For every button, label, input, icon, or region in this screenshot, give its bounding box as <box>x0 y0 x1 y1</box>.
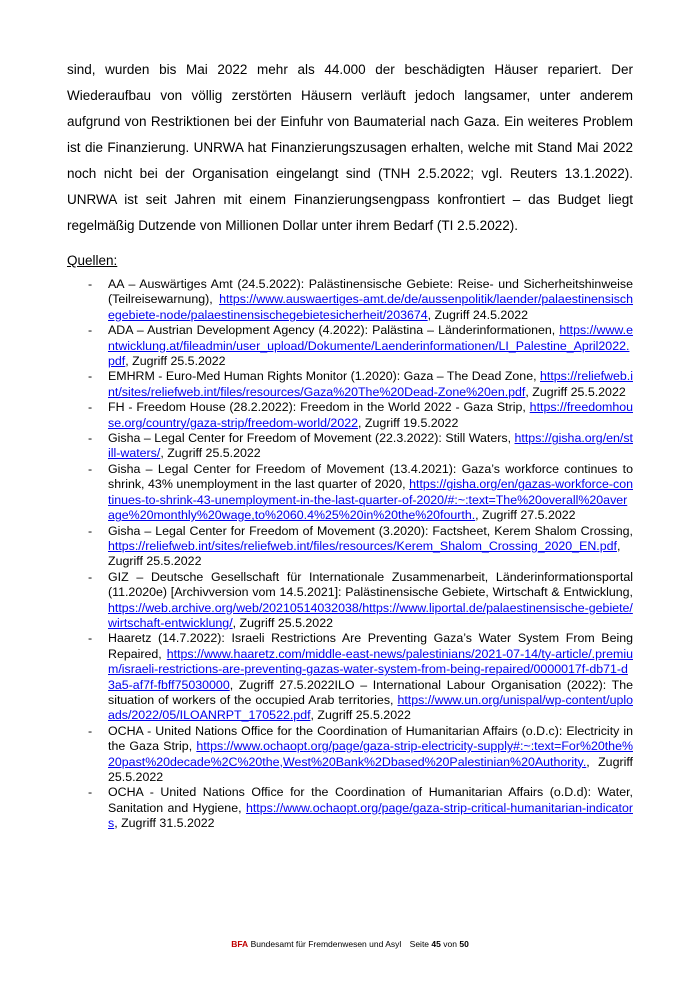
source-text: Gisha – Legal Center for Freedom of Movement (22.3.2022): Still Waters, <box>108 431 515 446</box>
source-link[interactable]: https://web.archive.org/web/20210514032038/https://www.liportal.de/palaestinensische-gebiete/wirtschaft-entwicklung/ <box>108 600 633 630</box>
source-text: , Zugriff 25.5.2022 <box>525 384 626 399</box>
body-paragraph: sind, wurden bis Mai 2022 mehr als 44.000 der beschädigten Häuser repariert. Der Wiederaufbau von völlig zerstörten Häusern verläuft jedoch langsamer, unter anderem aufgrund von Restriktionen bei der Einfuhr von Baumaterial nach Gaza. Ein weiteres Problem ist die Finanzierung. UNRWA hat Finanzierungszusagen erhalten, welche mit Stand Mai 2022 noch nicht bei der Organisation eingelangt sind (TNH 2.5.2022; vgl. Reuters 13.1.2022). UNRWA ist seit Jahren mit einem Finanzierungsengpass konfrontiert – das Budget liegt regelmäßig Dutzende von Millionen Dollar unter ihrem Bedarf (TI 2.5.2022). <box>67 62 633 233</box>
footer-page-number: 45 <box>431 939 441 949</box>
source-item <box>67 785 633 831</box>
source-item <box>67 570 633 632</box>
source-text: , Zugriff 25.5.2022 <box>232 615 333 630</box>
source-link[interactable]: https://www.entwicklung.at/fileadmin/user_upload/Dokumente/Laenderinformationen/LI_Palestine_April2022.pdf <box>108 323 633 369</box>
source-item <box>67 277 633 323</box>
source-link[interactable]: https://freedomhouse.org/country/gaza-strip/freedom-world/2022 <box>108 400 633 430</box>
footer-bfa-abbr: BFA <box>231 939 249 949</box>
footer-of-label: von <box>443 939 457 949</box>
footer-total-pages: 50 <box>459 939 469 949</box>
source-item <box>67 524 633 570</box>
sources-list <box>67 277 633 832</box>
source-item <box>67 369 633 400</box>
source-link[interactable]: https://reliefweb.int/sites/reliefweb.int/files/resources/Gaza%20The%20Dead-Zone%20en.pdf <box>108 369 633 399</box>
source-text: OCHA - United Nations Office for the Coordination of Humanitarian Affairs (o.D.d): Water, Sanitation and Hygiene, <box>108 785 633 815</box>
source-text: EMHRM - Euro-Med Human Rights Monitor (1.2020): Gaza – The Dead Zone, <box>108 369 541 384</box>
source-text: GIZ – Deutsche Gesellschaft für Internationale Zusammenarbeit, Länderinformationsportal (11.2020e) [Archivversion vom 14.5.2021]: Palästinensische Gebiete, Wirtschaft & Entwicklung, <box>108 569 633 600</box>
source-item <box>67 323 633 369</box>
source-text: Gisha – Legal Center for Freedom of Movement (3.2020): Factsheet, Kerem Shalom Crossing, <box>108 523 633 538</box>
source-link[interactable]: https://www.ochaopt.org/page/gaza-strip-electricity-supply#:~:text=For%20the%20past%20decade%2C%20the,West%20Bank%2Dbased%20Palestinian%20Authority. <box>108 739 633 769</box>
source-link[interactable]: https://gisha.org/en/gazas-workforce-continues-to-shrink-43-unemployment-in-the-last-quarter-of-2020/#:~:text=The%20overall%20average%20monthly%20wage,to%2060.4%25%20in%20the%20fourth. <box>108 477 633 523</box>
source-text: Gisha – Legal Center for Freedom of Movement (13.4.2021): Gaza’s workforce continues to shrink, 43% unemployment in the last quarter of 2020, <box>108 461 633 492</box>
source-link[interactable]: https://gisha.org/en/still-waters/ <box>108 431 633 461</box>
source-text: , Zugriff 25.5.2022 <box>108 754 633 784</box>
source-text: OCHA - United Nations Office for the Coordination of Humanitarian Affairs (o.D.c): Electricity in the Gaza Strip, <box>108 723 633 754</box>
source-link[interactable]: https://www.ochaopt.org/page/gaza-strip-critical-humanitarian-indicators <box>108 800 633 831</box>
source-text: , Zugriff 25.5.2022 <box>160 446 261 461</box>
source-item <box>67 631 633 723</box>
sources-heading-label: Quellen: <box>67 253 118 268</box>
source-item <box>67 462 633 524</box>
source-text: , Zugriff 19.5.2022 <box>358 415 459 430</box>
source-text: ADA – Austrian Development Agency (4.2022): Palästina – Länderinformationen, <box>108 323 560 338</box>
source-link[interactable]: https://www.auswaertiges-amt.de/de/aussenpolitik/laender/palaestinensischegebiete-node/palaestinensischegebietesicherheit/203674 <box>108 292 633 322</box>
source-link[interactable]: https://www.un.org/unispal/wp-content/uploads/2022/05/ILOANRPT_170522.pdf <box>108 692 633 723</box>
source-item <box>67 724 633 786</box>
footer-page-label: Seite <box>409 939 430 949</box>
source-text: , Zugriff 31.5.2022 <box>114 816 215 831</box>
source-text: FH - Freedom House (28.2.2022): Freedom in the World 2022 - Gaza Strip, <box>108 400 530 415</box>
source-item <box>67 400 633 431</box>
source-text: , Zugriff 25.5.2022 <box>310 708 411 723</box>
source-text: , Zugriff 24.5.2022 <box>427 307 528 322</box>
source-text: , Zugriff 27.5.2022ILO – International Labour Organisation (2022): The situation of workers of the occupied Arab territories, <box>108 677 633 707</box>
source-link[interactable]: https://reliefweb.int/sites/reliefweb.int/files/resources/Kerem_Shalom_Crossing_2020_EN.pdf <box>108 538 617 553</box>
source-text: AA – Auswärtiges Amt (24.5.2022): Palästinensische Gebiete: Reise- und Sicherheitshinweise (Teilreisewarnung), <box>108 277 633 307</box>
source-item <box>67 431 633 462</box>
source-text: Haaretz (14.7.2022): Israeli Restrictions Are Preventing Gaza’s Water System From Being Repaired, <box>108 631 633 661</box>
page-footer <box>0 939 700 950</box>
footer-org-name: Bundesamt für Fremdenwesen und Asyl <box>250 939 402 949</box>
source-text: , Zugriff 25.5.2022 <box>125 354 226 369</box>
source-text: , Zugriff 27.5.2022 <box>475 508 576 523</box>
source-link[interactable]: https://www.haaretz.com/middle-east-news/palestinians/2021-07-14/ty-article/.premium/israeli-restrictions-are-preventing-gazas-water-system-from-being-repaired/0000017f-db71-d3a5-af7f-fbff75030000 <box>108 646 633 692</box>
source-text: , Zugriff 25.5.2022 <box>108 538 621 569</box>
sources-heading <box>67 253 633 269</box>
